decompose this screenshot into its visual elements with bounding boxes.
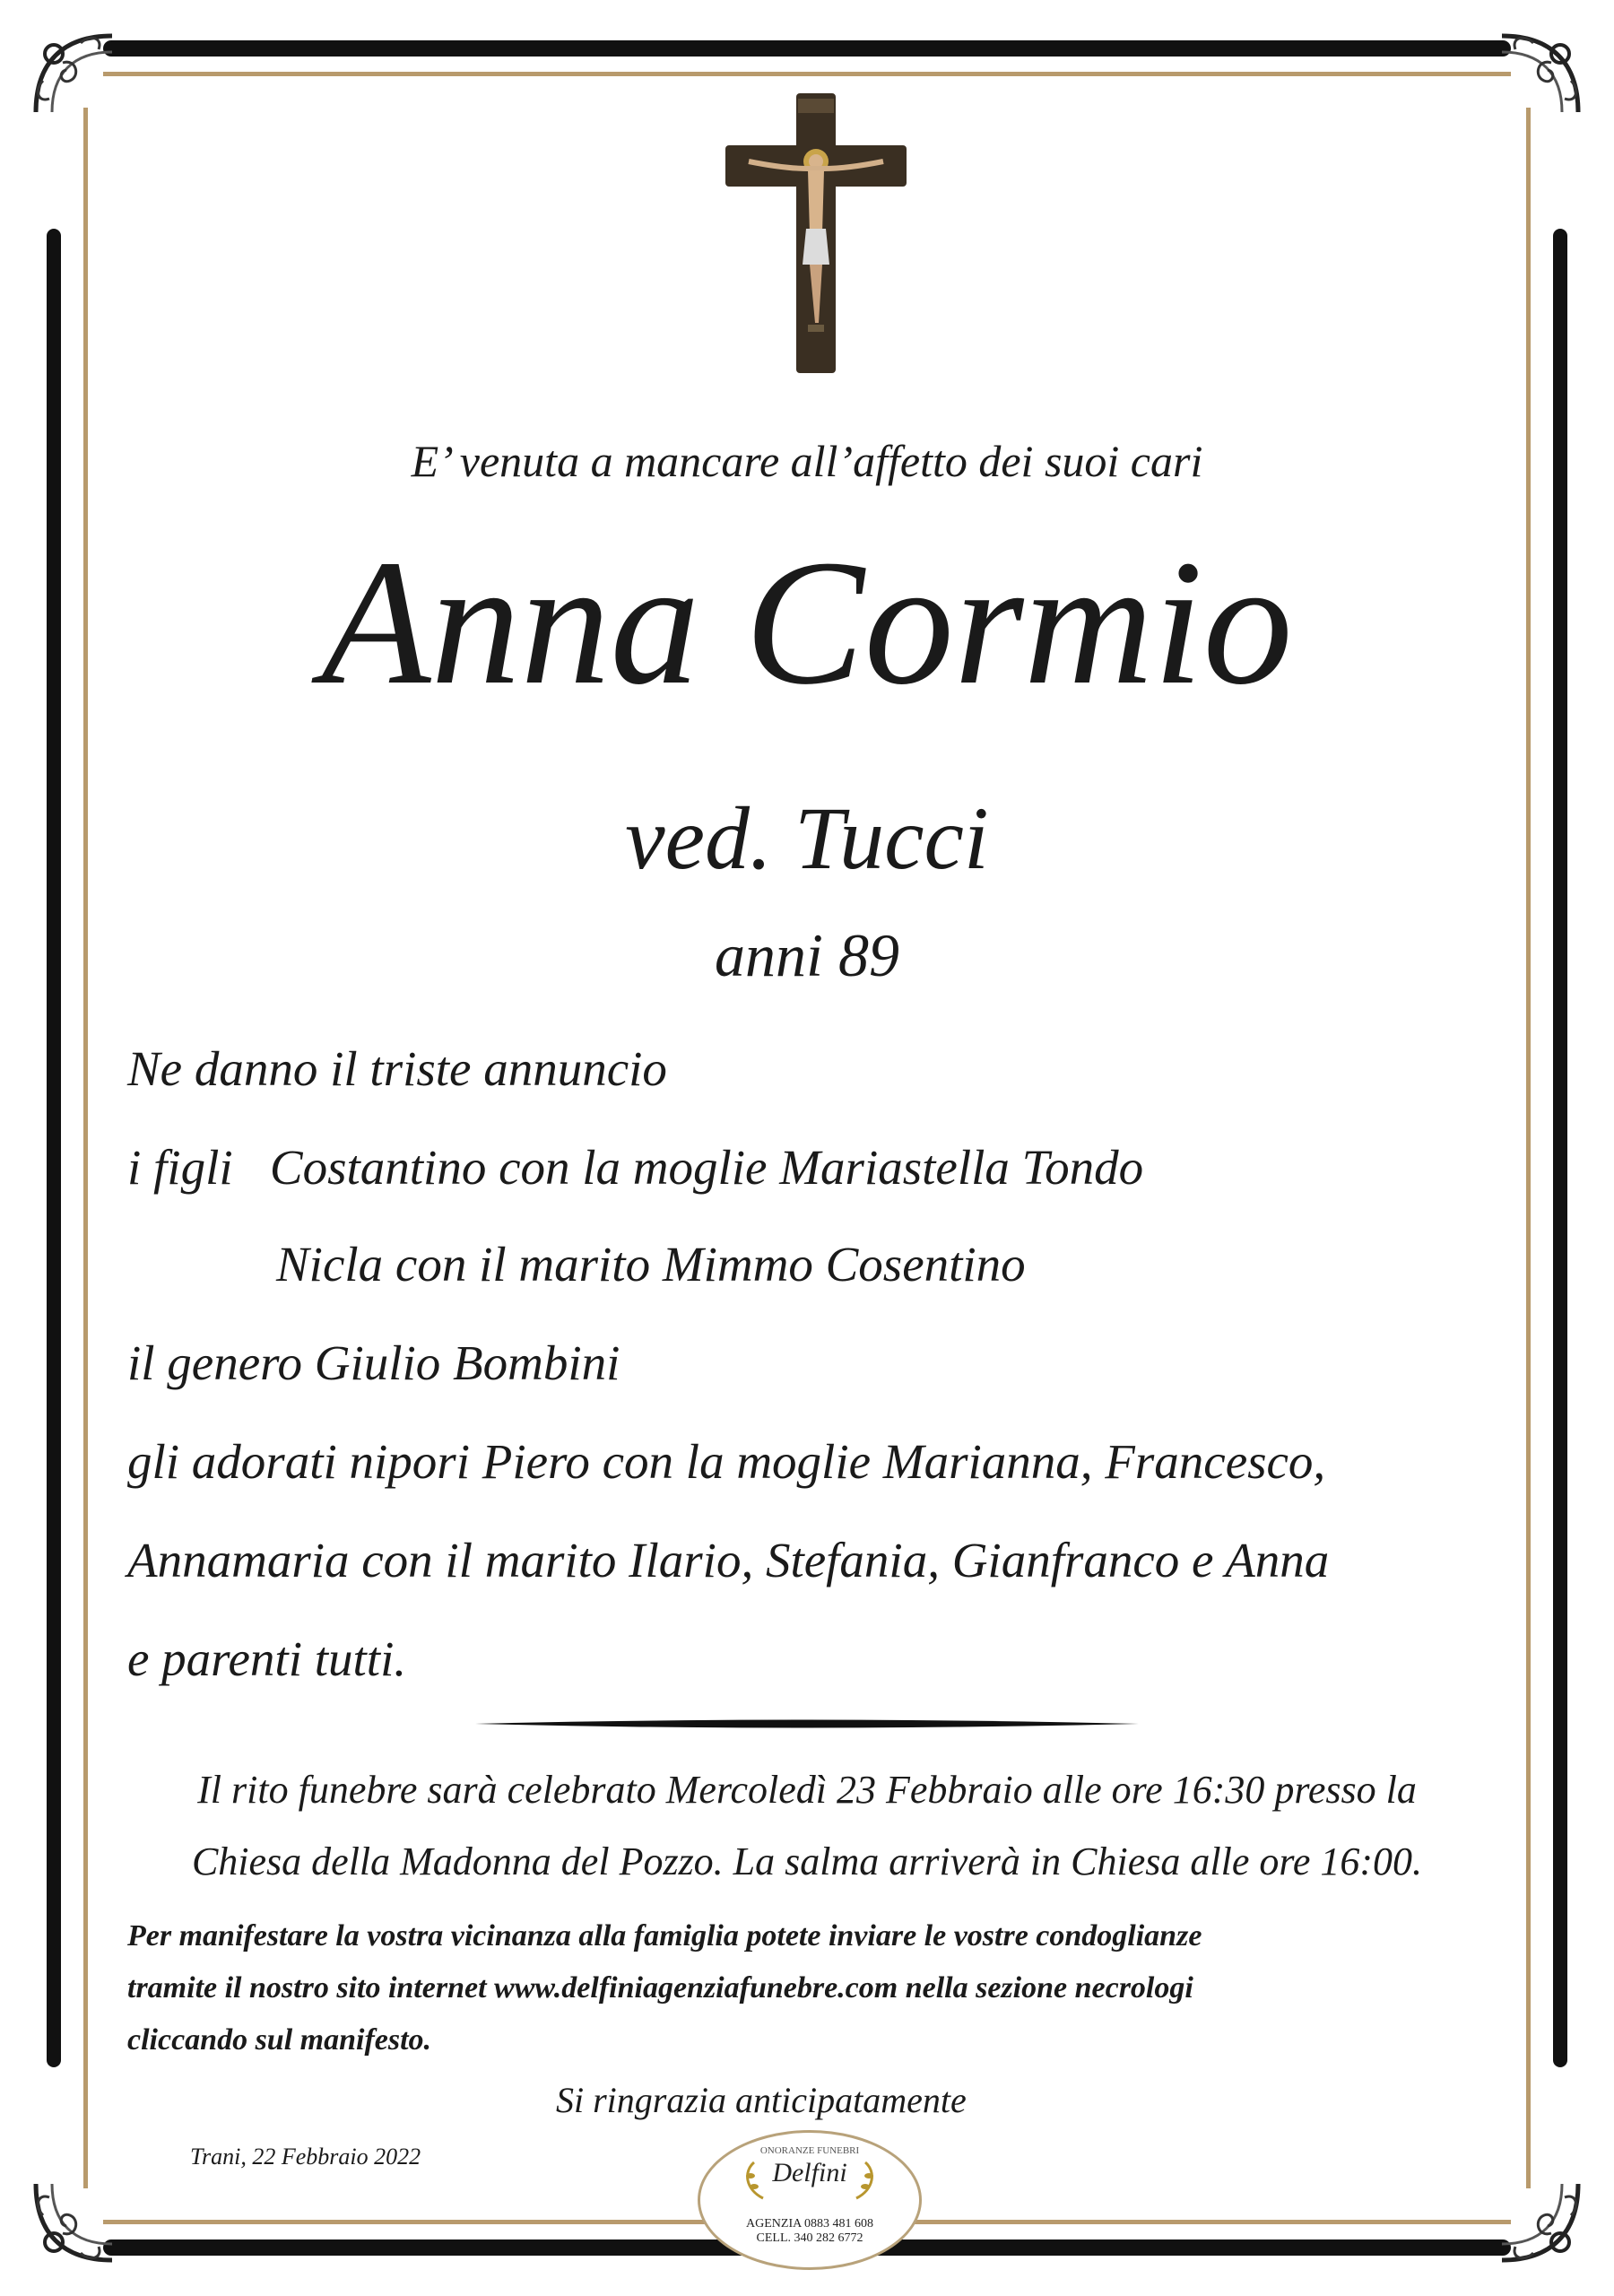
crucifix-icon (722, 90, 910, 377)
condolences-line1: Per manifestare la vostra vicinanza alla famiglia potete inviare le vostre condoglianze (127, 1919, 1202, 1952)
age: anni 89 (715, 921, 899, 989)
condolences-line3: cliccando sul manifesto. (127, 2023, 432, 2057)
intro-text: E’ venuta a mancare all’affetto dei suoi cari (411, 436, 1203, 486)
announcement-line: Annamaria con il marito Ilario, Stefania, Gianfranco e Anna (127, 1533, 1330, 1587)
frame-left-gold-line (83, 108, 88, 2188)
frame-right-gold-line (1526, 108, 1531, 2188)
frame-top-gold-line (103, 72, 1511, 76)
frame-left-bar (47, 229, 61, 2067)
announcement-line: Ne danno il triste annuncio (127, 1041, 667, 1096)
divider (475, 1718, 1139, 1730)
funeral-notice-line1: Il rito funebre sarà celebrato Mercoledì 23 Febbraio alle ore 16:30 presso la (197, 1768, 1417, 1812)
frame-right-bar (1553, 229, 1567, 2067)
announcement-line: e parenti tutti. (127, 1631, 407, 1686)
corner-ornament-top-right (1488, 27, 1587, 126)
agency-phone: AGENZIA 0883 481 608 (746, 2217, 873, 2231)
announcement-line: i figli Costantino con la moglie Mariastella Tondo (127, 1140, 1144, 1195)
agency-cell: CELL. 340 282 6772 (756, 2231, 863, 2245)
frame-top-bar (103, 40, 1511, 57)
announcement-line: Nicla con il marito Mimmo Cosentino (276, 1237, 1026, 1292)
funeral-notice-line2: Chiesa della Madonna del Pozzo. La salma arriverà in Chiesa alle ore 16:00. (191, 1839, 1423, 1883)
thanks-text: Si ringrazia anticipatamente (556, 2080, 967, 2120)
agency-logo-top-text: ONORANZE FUNEBRI (759, 2145, 860, 2156)
agency-logo (698, 2130, 922, 2270)
corner-ornament-top-left (27, 27, 126, 126)
deceased-name: Anna Cormio (321, 524, 1293, 722)
agency-logo-name: Delfini (772, 2158, 847, 2187)
announcement-line: il genero Giulio Bombini (127, 1335, 620, 1390)
corner-ornament-bottom-right (1488, 2170, 1587, 2269)
condolences-line2: tramite il nostro sito internet www.delfiniagenziafunebre.com nella sezione necrologi (127, 1971, 1193, 2005)
married-name: ved. Tucci (625, 788, 989, 888)
announcement-line: gli adorati nipori Piero con la moglie Marianna, Francesco, (127, 1434, 1326, 1489)
place-date: Trani, 22 Febbraio 2022 (190, 2144, 421, 2170)
laurel-icon (736, 2158, 883, 2203)
corner-ornament-bottom-left (27, 2170, 126, 2269)
